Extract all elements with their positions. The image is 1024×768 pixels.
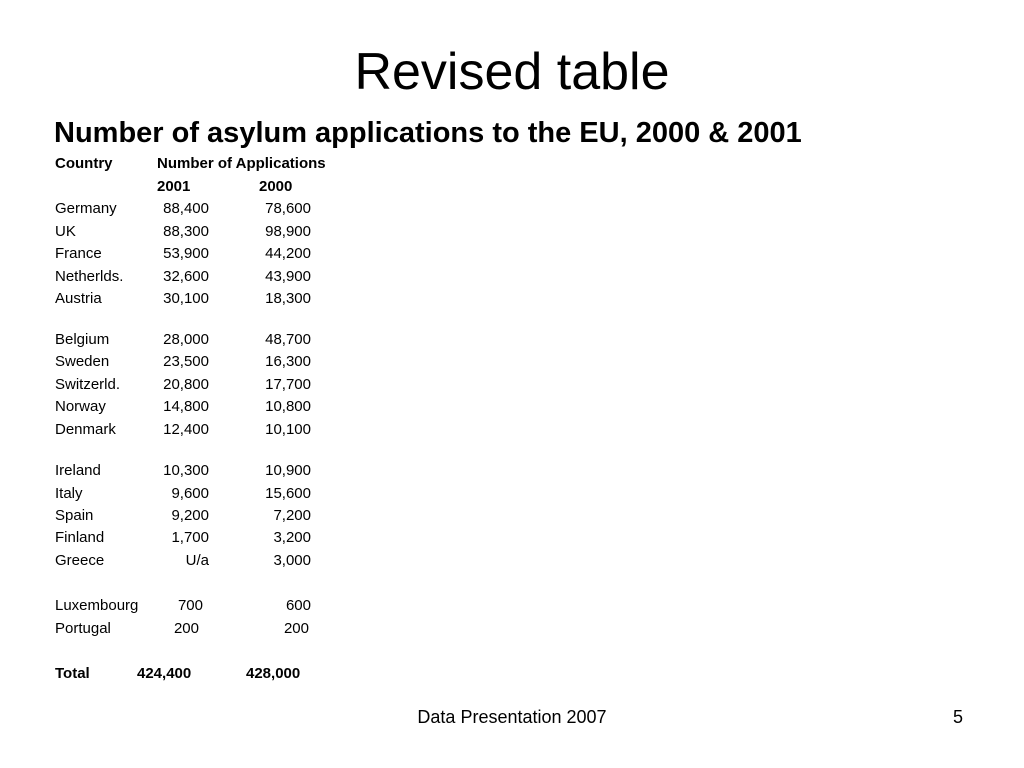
value-2000-cell: 600 [285, 597, 311, 614]
value-2000-cell: 98,900 [265, 223, 311, 240]
country-cell: Denmark [55, 421, 116, 438]
footer-text: Data Presentation 2007 [417, 707, 607, 727]
table-row [0, 330, 1024, 350]
table-row [0, 506, 1024, 526]
value-2001-cell: 14,800 [163, 398, 209, 415]
value-2000-cell: 15,600 [265, 485, 311, 502]
country-cell: Switzerld. [55, 376, 121, 393]
value-2000-cell: 44,200 [265, 245, 311, 262]
country-cell: Belgium [55, 331, 110, 348]
country-cell: France [55, 245, 102, 262]
table-row [0, 375, 1024, 395]
value-2001-cell: 28,000 [163, 331, 209, 348]
value-2001-cell: 32,600 [163, 268, 209, 285]
value-2000-cell: 10,100 [265, 421, 311, 438]
table-row [0, 420, 1024, 440]
table-header-row [0, 154, 1024, 174]
table-subtitle: Number of asylum applications to the EU, 2000 & 2001 [54, 117, 802, 149]
value-2001-cell: 1,700 [171, 529, 209, 546]
value-2001-cell: 10,300 [163, 462, 209, 479]
value-2000-cell: 17,700 [265, 376, 311, 393]
total-2000: 428,000 [246, 665, 301, 682]
table-row [0, 528, 1024, 548]
value-2001-cell: 20,800 [163, 376, 209, 393]
table-row [0, 596, 1024, 616]
value-2000-cell: 10,800 [265, 398, 311, 415]
table-row [0, 619, 1024, 639]
table-total-row [0, 664, 1024, 684]
value-2001-cell: 200 [173, 620, 199, 637]
value-2000-cell: 18,300 [265, 290, 311, 307]
country-cell: Germany [55, 200, 117, 217]
country-cell: Norway [55, 398, 106, 415]
value-2000-cell: 10,900 [265, 462, 311, 479]
table-row [0, 352, 1024, 372]
table-row [0, 222, 1024, 242]
country-cell: Spain [55, 507, 94, 524]
table-row [0, 289, 1024, 309]
value-2001-cell: 9,600 [171, 485, 209, 502]
table-row [0, 551, 1024, 571]
value-2001-cell: 9,200 [171, 507, 209, 524]
value-2001-cell: 700 [177, 597, 203, 614]
table-year-header-row [0, 177, 1024, 197]
header-applications: Number of Applications [157, 155, 326, 172]
value-2001-cell: 88,300 [163, 223, 209, 240]
country-cell: Luxembourg [55, 597, 139, 614]
value-2001-cell: 30,100 [163, 290, 209, 307]
header-country: Country [55, 155, 113, 172]
country-cell: Austria [55, 290, 102, 307]
total-2001: 424,400 [137, 665, 192, 682]
value-2001-cell: 23,500 [163, 353, 209, 370]
slide-title: Revised table [354, 43, 670, 101]
value-2000-cell: 7,200 [273, 507, 311, 524]
header-year-2000: 2000 [259, 178, 293, 195]
country-cell: Netherlds. [55, 268, 124, 285]
value-2000-cell: 3,000 [273, 552, 311, 569]
table-row [0, 461, 1024, 481]
value-2001-cell: 12,400 [163, 421, 209, 438]
table-row [0, 267, 1024, 287]
country-cell: Finland [55, 529, 105, 546]
table-row [0, 397, 1024, 417]
value-2000-cell: 200 [283, 620, 309, 637]
table-row [0, 244, 1024, 264]
value-2001-cell: 88,400 [163, 200, 209, 217]
country-cell: Greece [55, 552, 105, 569]
country-cell: Portugal [55, 620, 111, 637]
country-cell: Ireland [55, 462, 101, 479]
value-2000-cell: 16,300 [265, 353, 311, 370]
total-label: Total [55, 665, 90, 682]
page-number: 5 [952, 707, 963, 727]
table-row [0, 484, 1024, 504]
country-cell: Sweden [55, 353, 110, 370]
value-2001-cell: U/a [185, 552, 209, 569]
country-cell: UK [55, 223, 76, 240]
header-year-2001: 2001 [157, 178, 191, 195]
value-2000-cell: 78,600 [265, 200, 311, 217]
value-2000-cell: 43,900 [265, 268, 311, 285]
table-row [0, 199, 1024, 219]
value-2000-cell: 3,200 [273, 529, 311, 546]
value-2000-cell: 48,700 [265, 331, 311, 348]
value-2001-cell: 53,900 [163, 245, 209, 262]
country-cell: Italy [55, 485, 83, 502]
